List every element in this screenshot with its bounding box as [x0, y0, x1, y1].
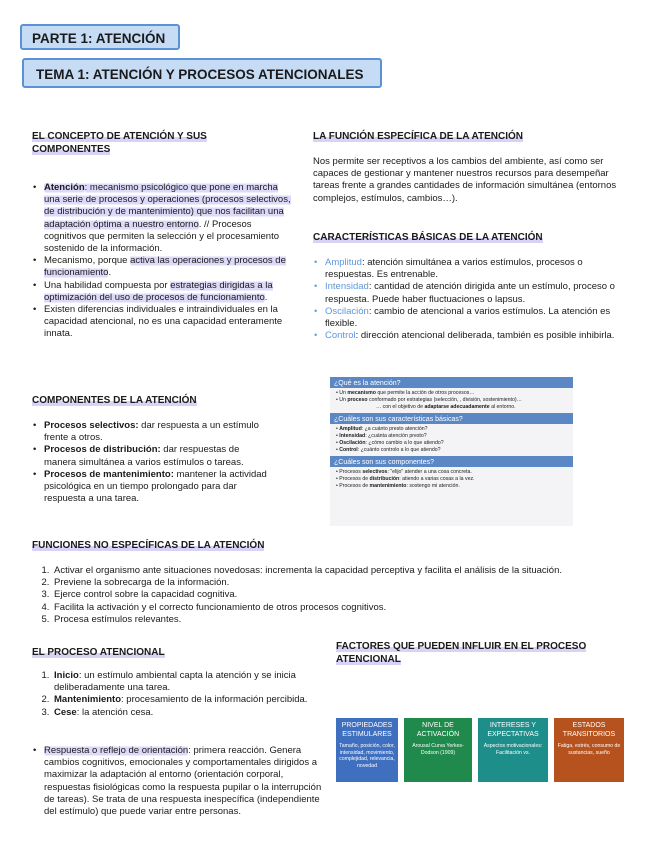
list-item: • Procesos de distribución: dar respuestas de manera simultánea a varios estímulos o tareas. [44, 444, 272, 468]
list-item: • Respuesta o reflejo de orientación: primera reacción. Genera cambios cognitivos, emocionales y comportamentales dirigidos a maximizar la adaptación al entorno (orientación corporal, respuestas fisiológicas como la respuesta pupilar o la interrupción de tareas). Se trata de una respuesta inespecífica (independiente del estímulo) que puede variar entre personas. [44, 745, 322, 818]
list-item: • Control: dirección atencional deliberada, también es posible inhibirla. [325, 330, 631, 342]
funciones-no-especificas-list [32, 565, 632, 626]
list-item: • Oscilación: cambio de atencional a varios estímulos. La atención es flexible. [325, 306, 631, 330]
proceso-heading: EL PROCESO ATENCIONAL [32, 647, 165, 658]
list-item: • Existen diferencias individuales e intraindividuales en la capacidad atencional, no es una capacidad enteramente innata. [44, 304, 294, 341]
componentes-heading: COMPONENTES DE LA ATENCIÓN [32, 395, 197, 406]
concepto-list [32, 182, 294, 341]
proceso-steps [32, 670, 322, 719]
atencion-summary-diagram [330, 377, 573, 526]
list-item: 2. Previene la sobrecarga de la información. [52, 577, 632, 589]
funcion-especifica-heading: LA FUNCIÓN ESPECÍFICA DE LA ATENCIÓN [313, 131, 523, 142]
list-item: • Mecanismo, porque activa las operaciones y procesos de funcionamiento. [44, 255, 294, 279]
caracteristicas-list [313, 257, 631, 342]
list-item: • Una habilidad compuesta por estrategias dirigidas a la optimización del uso de procesos de funcionamiento. [44, 280, 294, 304]
factor-box: ESTADOS TRANSITORIOS Fatiga, estrés, consumo de sustancias, sueño [554, 718, 624, 782]
diagram-line: • Un mecanismo que permite la acción de otros procesos… [336, 390, 569, 397]
diagram-line: • Un proceso conformado por estrategias (selección, , división, sostenimiento)… [336, 397, 569, 404]
list-item: 2. Mantenimiento: procesamiento de la información percibida. [52, 694, 322, 706]
funciones-no-especificas-heading: FUNCIONES NO ESPECÍFICAS DE LA ATENCIÓN [32, 540, 265, 551]
factor-box: PROPIEDADES ESTIMULARES Tamaño, posición, color, intensidad, movimiento, complejidad, relevancia, novedad [336, 718, 398, 782]
list-item: 3. Cese: la atención cesa. [52, 707, 322, 719]
diagram-line: • Procesos de distribución: atiendo a varias cosas a la vez. [336, 476, 569, 483]
list-item: • Procesos de mantenimiento: mantener la actividad psicológica en un tiempo prolongado para dar respuesta a una tarea. [44, 469, 272, 506]
list-item: 1. Inicio: un estímulo ambiental capta la atención y se inicia deliberadamente una tarea. [52, 670, 322, 694]
componentes-list [32, 420, 272, 505]
diagram-header: ¿Qué es la atención? [330, 377, 573, 388]
diagram-line: • Amplitud: ¿a cuánto presto atención? [336, 426, 569, 433]
orientacion-list [32, 745, 322, 818]
factor-box: INTERESES Y EXPECTATIVAS Aspectos motivacionales: Facilitación vs. [478, 718, 548, 782]
tema-title: TEMA 1: ATENCIÓN Y PROCESOS ATENCIONALES [22, 58, 382, 88]
list-item: 5. Procesa estímulos relevantes. [52, 614, 632, 626]
diagram-line: • Procesos de mantenimiento: sostengo mi atención. [336, 483, 569, 490]
concepto-heading: EL CONCEPTO DE ATENCIÓN Y SUS COMPONENTES [32, 131, 207, 155]
list-item: 1. Activar el organismo ante situaciones novedosas: incrementa la capacidad perceptiva y facilita el análisis de la situación. [52, 565, 632, 577]
list-item: 3. Ejerce control sobre la capacidad cognitiva. [52, 589, 632, 601]
diagram-line: • Oscilación: ¿cómo cambio a lo que atiendo? [336, 440, 569, 447]
diagram-line: • Intensidad: ¿cuánta atención presto? [336, 433, 569, 440]
factor-box: NIVEL DE ACTIVACIÓN Arousal Curva Yerkes-Dodson (1909) [404, 718, 472, 782]
part-title: PARTE 1: ATENCIÓN [20, 24, 180, 50]
caracteristicas-heading: CARACTERÍSTICAS BÁSICAS DE LA ATENCIÓN [313, 232, 543, 243]
list-item: • Atención: mecanismo psicológico que pone en marcha una serie de procesos y operaciones (procesos selectivos, de distribución y de mantenimiento) que nos facilitan una adaptación óptima a nuestro entorno. // Procesos cognitivos que permiten la selección y el procesamiento sostenido de la información. [44, 182, 294, 255]
funcion-especifica-text: Nos permite ser receptivos a los cambios del ambiente, así como ser capaces de gestionar y mantener nuestros recursos para desempeñar tareas frente a grandes cantidades de información simultánea (entornos complejos, estímulos, cambios…). [313, 156, 617, 204]
list-item: • Procesos selectivos: dar respuesta a un estímulo frente a otros. [44, 420, 272, 444]
factores-heading: FACTORES QUE PUEDEN INFLUIR EN EL PROCESO ATENCIONAL [336, 641, 587, 665]
list-item: • Intensidad: cantidad de atención dirigida ante un estímulo, proceso o respuesta. Puede haber fluctuaciones o lapsus. [325, 281, 631, 305]
diagram-header: ¿Cuáles son sus características básicas? [330, 413, 573, 424]
diagram-line: • Control: ¿cuánto controlo a lo que atiendo? [336, 447, 569, 454]
diagram-line: • Procesos selectivos: "elijo" atender a una cosa concreta. [336, 469, 569, 476]
list-item: 4. Facilita la activación y el correcto funcionamiento de otros procesos cognitivos. [52, 602, 632, 614]
diagram-line: … con el objetivo de adaptarse adecuadamente al entorno. [376, 404, 516, 410]
diagram-header: ¿Cuáles son sus componentes? [330, 456, 573, 467]
list-item: • Amplitud: atención simultánea a varios estímulos, procesos o respuestas. Es entrenable. [325, 257, 631, 281]
